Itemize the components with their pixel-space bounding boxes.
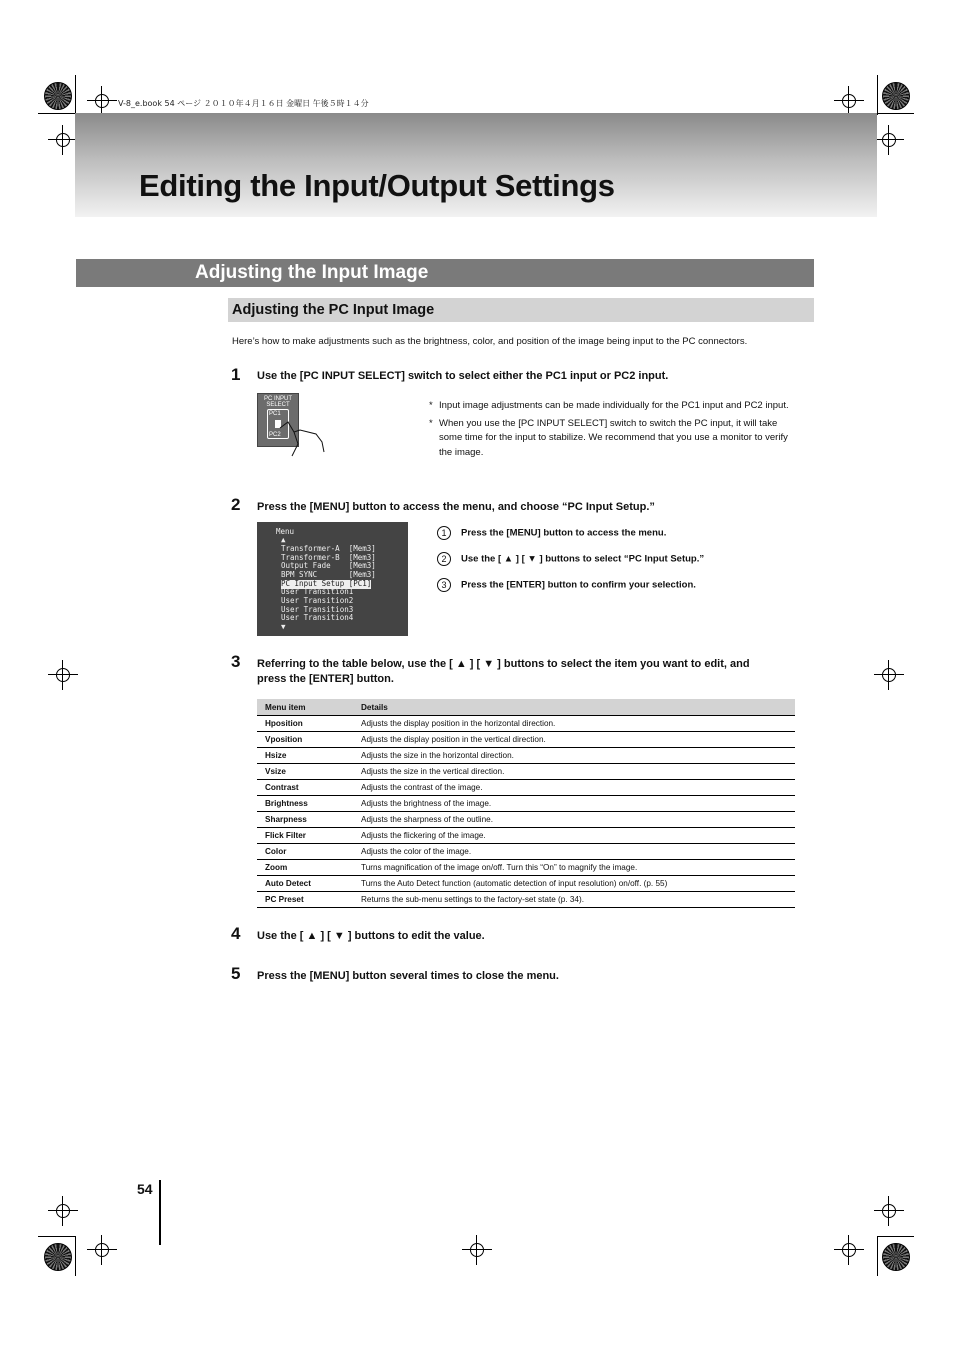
menu-item-cell: PC Preset (257, 892, 353, 908)
table-row (257, 812, 795, 828)
page-title: Editing the Input/Output Settings (139, 168, 615, 203)
notes-list (429, 399, 799, 463)
details-cell: Returns the sub-menu settings to the factory-set state (p. 34). (353, 892, 795, 908)
crosshair-mark-icon (87, 86, 117, 116)
note-item (429, 399, 799, 414)
crosshair-mark-icon (834, 86, 864, 116)
substep-text: Use the [ ▲ ] [ ▼ ] buttons to select “PC Input Setup.” (461, 553, 705, 565)
substep-number: 1 (437, 526, 451, 540)
column-header: Details (353, 699, 795, 716)
crosshair-mark-icon (834, 1235, 864, 1265)
menu-item: User Transition3 (281, 605, 354, 614)
crop-mark (877, 113, 914, 114)
substep-text: Press the [MENU] button to access the menu. (461, 527, 667, 539)
crop-mark (38, 113, 75, 114)
print-meta-line: V-8_e.book 54 ページ ２０１０年４月１６日 金曜日 午後５時１４分 (118, 99, 369, 108)
color-registration-mark-icon (882, 1243, 910, 1271)
pointing-hand-icon (278, 420, 330, 460)
menu-item-cell: Vsize (257, 764, 353, 780)
table-row (257, 780, 795, 796)
step-number: 5 (231, 964, 241, 983)
details-cell: Adjusts the flickering of the image. (353, 828, 795, 844)
substep-number: 3 (437, 578, 451, 592)
substep (437, 526, 666, 540)
color-registration-mark-icon (44, 82, 72, 110)
crosshair-mark-icon (48, 125, 78, 155)
table-row (257, 844, 795, 860)
section-bar (76, 259, 814, 287)
step-number: 4 (231, 924, 241, 943)
menu-screen-image (257, 522, 408, 636)
menu-item: BPM SYNC [Mem3] (281, 570, 376, 579)
table-row (257, 876, 795, 892)
crop-mark (75, 75, 76, 115)
table-row (257, 796, 795, 812)
menu-item: Transformer-A [Mem3] (281, 544, 376, 553)
menu-item: User Transition4 (281, 613, 354, 622)
note-text: Input image adjustments can be made individually for the PC1 input and PC2 input. (439, 400, 789, 411)
switch-pc1-label: PC1 (269, 411, 281, 417)
step-text: Use the [ ▲ ] [ ▼ ] buttons to edit the value. (257, 930, 485, 942)
substep-number: 2 (437, 552, 451, 566)
intro-paragraph: Here’s how to make adjustments such as the brightness, color, and position of the image being input to the PC connectors. (232, 336, 748, 347)
menu-item: User Transition2 (281, 596, 354, 605)
crop-mark (877, 1236, 914, 1237)
crop-mark (38, 1236, 75, 1237)
crop-mark (877, 75, 878, 115)
substep (437, 552, 704, 566)
crosshair-mark-icon (48, 660, 78, 690)
menu-item: Output Fade [Mem3] (281, 561, 376, 570)
substep (437, 578, 696, 592)
note-marker: * (429, 400, 433, 411)
note-text: When you use the [PC INPUT SELECT] switch to switch the PC input, it will take some time for the input to stabilize. We recommend that you use a monitor to verify the image. (439, 417, 788, 458)
menu-title: Menu (276, 527, 295, 536)
crop-mark (877, 1236, 878, 1276)
details-cell: Adjusts the sharpness of the outline. (353, 812, 795, 828)
table-row (257, 764, 795, 780)
table-row (257, 748, 795, 764)
menu-item-cell: Sharpness (257, 812, 353, 828)
crop-mark (75, 1236, 76, 1276)
menu-item-cell: Auto Detect (257, 876, 353, 892)
crosshair-mark-icon (462, 1235, 492, 1265)
substep-text: Press the [ENTER] button to confirm your selection. (461, 579, 696, 591)
switch-label: PC INPUT SELECT (263, 396, 292, 408)
menu-item-cell: Brightness (257, 796, 353, 812)
details-cell: Adjusts the brightness of the image. (353, 796, 795, 812)
details-cell: Adjusts the contrast of the image. (353, 780, 795, 796)
step-text: Press the [MENU] button several times to close the menu. (257, 970, 559, 982)
column-header: Menu item (257, 699, 353, 716)
menu-items-table (257, 699, 795, 908)
table-row (257, 860, 795, 876)
page-number: 54 (137, 1181, 153, 1197)
step-text: Use the [PC INPUT SELECT] switch to select either the PC1 input or PC2 input. (257, 370, 669, 382)
details-cell: Turns the Auto Detect function (automatic detection of input resolution) on/off. (p. 55) (353, 876, 795, 892)
step-text: Press the [MENU] button to access the menu, and choose “PC Input Setup.” (257, 501, 655, 513)
subsection-title: Adjusting the PC Input Image (232, 302, 435, 318)
crosshair-mark-icon (87, 1235, 117, 1265)
table-row (257, 828, 795, 844)
section-title: Adjusting the Input Image (195, 262, 429, 283)
color-registration-mark-icon (882, 82, 910, 110)
crosshair-mark-icon (874, 1196, 904, 1226)
switch-pc2-label: PC2 (269, 432, 281, 438)
details-cell: Adjusts the display position in the horizontal direction. (353, 716, 795, 732)
menu-scroll-up-icon: ▲ (281, 535, 286, 544)
step-text-line: press the [ENTER] button. (257, 673, 394, 685)
menu-item-cell: Color (257, 844, 353, 860)
page-number-rule (159, 1180, 161, 1245)
note-marker: * (429, 417, 433, 429)
step-number: 3 (231, 652, 241, 671)
details-cell: Adjusts the color of the image. (353, 844, 795, 860)
table-row (257, 716, 795, 732)
table-row (257, 732, 795, 748)
crosshair-mark-icon (48, 1196, 78, 1226)
menu-item-cell: Vposition (257, 732, 353, 748)
table-header-row (257, 699, 795, 716)
color-registration-mark-icon (44, 1243, 72, 1271)
menu-item-highlighted: PC Input Setup [PC1] (281, 579, 372, 588)
crosshair-mark-icon (874, 660, 904, 690)
menu-item-cell: Flick Filter (257, 828, 353, 844)
menu-item-cell: Hposition (257, 716, 353, 732)
crosshair-mark-icon (874, 125, 904, 155)
menu-item-cell: Contrast (257, 780, 353, 796)
menu-item-cell: Zoom (257, 860, 353, 876)
step-text-line: Referring to the table below, use the [ ▲ ] [ ▼ ] buttons to select the item you want to edit, and (257, 658, 750, 670)
step-number: 2 (231, 495, 241, 514)
step-number: 1 (231, 365, 241, 384)
details-cell: Adjusts the display position in the vertical direction. (353, 732, 795, 748)
menu-item: User Transition1 (281, 587, 354, 596)
menu-item: Transformer-B [Mem3] (281, 553, 376, 562)
menu-scroll-down-icon: ▼ (281, 622, 286, 631)
note-item (429, 417, 799, 461)
menu-item-cell: Hsize (257, 748, 353, 764)
details-cell: Adjusts the size in the vertical direction. (353, 764, 795, 780)
details-cell: Turns magnification of the image on/off. Turn this “On” to magnify the image. (353, 860, 795, 876)
table-row (257, 892, 795, 908)
step-text (257, 657, 750, 687)
details-cell: Adjusts the size in the horizontal direction. (353, 748, 795, 764)
